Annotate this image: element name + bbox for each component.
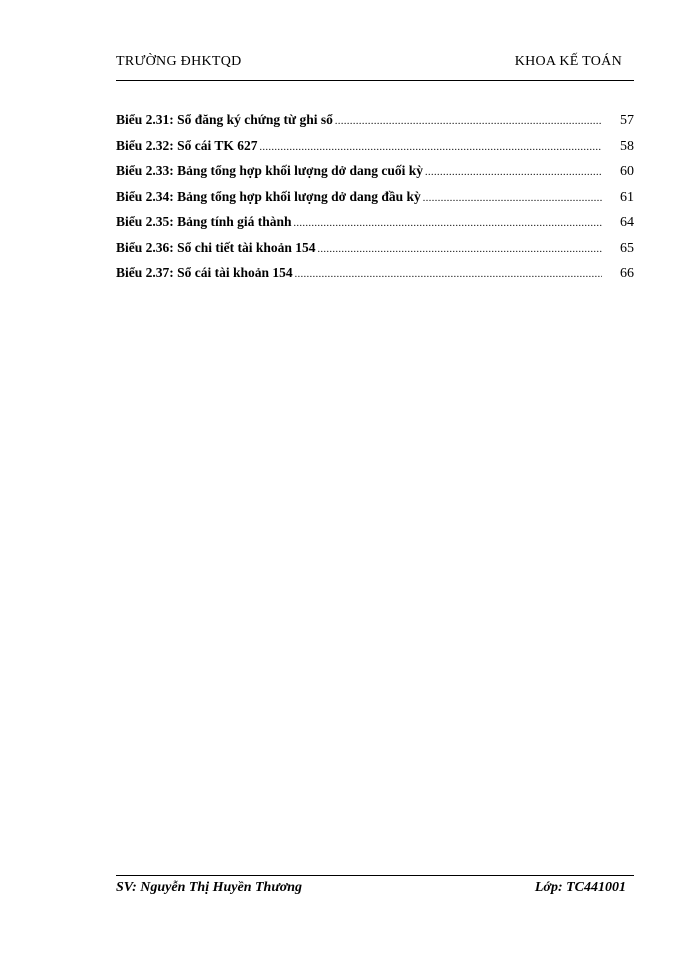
- footer-class: Lớp: TC441001: [534, 880, 626, 895]
- header-rule: [116, 80, 634, 81]
- toc-entry-page: 64: [620, 215, 634, 230]
- toc-entry: [116, 112, 634, 138]
- toc-entry-label: Biểu 2.32: Sổ cái TK 627: [116, 137, 258, 153]
- toc-entry-label: Biểu 2.37: Sổ cái tài khoản 154: [116, 265, 293, 280]
- page-header: [116, 54, 634, 74]
- toc-leader-dots: [260, 142, 602, 153]
- toc-entry: [116, 214, 634, 240]
- page-footer: [116, 880, 634, 900]
- footer-student: SV: Nguyễn Thị Huyền Thương: [116, 880, 302, 895]
- toc-entry-label: Biểu 2.31: Sổ đăng ký chứng từ ghi sổ: [116, 112, 333, 127]
- toc-leader-dots: [295, 269, 602, 280]
- toc-entry-page: 61: [620, 189, 634, 205]
- toc-entry: [116, 163, 634, 189]
- toc-entry-page: 60: [620, 164, 634, 179]
- toc-entry-page: 57: [620, 113, 634, 128]
- header-faculty: KHOA KẾ TOÁN: [514, 54, 622, 69]
- footer-rule: [116, 875, 634, 876]
- toc-leader-dots: [423, 193, 602, 204]
- toc-entry: [116, 138, 634, 164]
- toc-entry-label: Biểu 2.36: Sổ chi tiết tài khoản 154: [116, 239, 316, 255]
- toc-entry-page: 66: [620, 266, 634, 281]
- toc-entry: [116, 240, 634, 266]
- toc-entry-label: Biểu 2.33: Bảng tổng hợp khối lượng dở dang cuối kỳ: [116, 163, 423, 178]
- header-school: TRƯỜNG ĐHKTQD: [116, 54, 242, 69]
- toc-entry: [116, 265, 634, 291]
- toc-leader-dots: [318, 244, 602, 255]
- toc-leader-dots: [335, 116, 602, 127]
- toc-entry-label: Biểu 2.35: Bảng tính giá thành: [116, 214, 292, 229]
- toc-leader-dots: [425, 167, 602, 178]
- toc-entry-label: Biểu 2.34: Bảng tổng hợp khối lượng dở dang đầu kỳ: [116, 188, 421, 204]
- toc-leader-dots: [294, 218, 602, 229]
- toc-entry: [116, 189, 634, 215]
- toc-entry-page: 65: [620, 240, 634, 256]
- toc-entry-page: 58: [620, 138, 634, 154]
- table-of-figures: [116, 112, 634, 291]
